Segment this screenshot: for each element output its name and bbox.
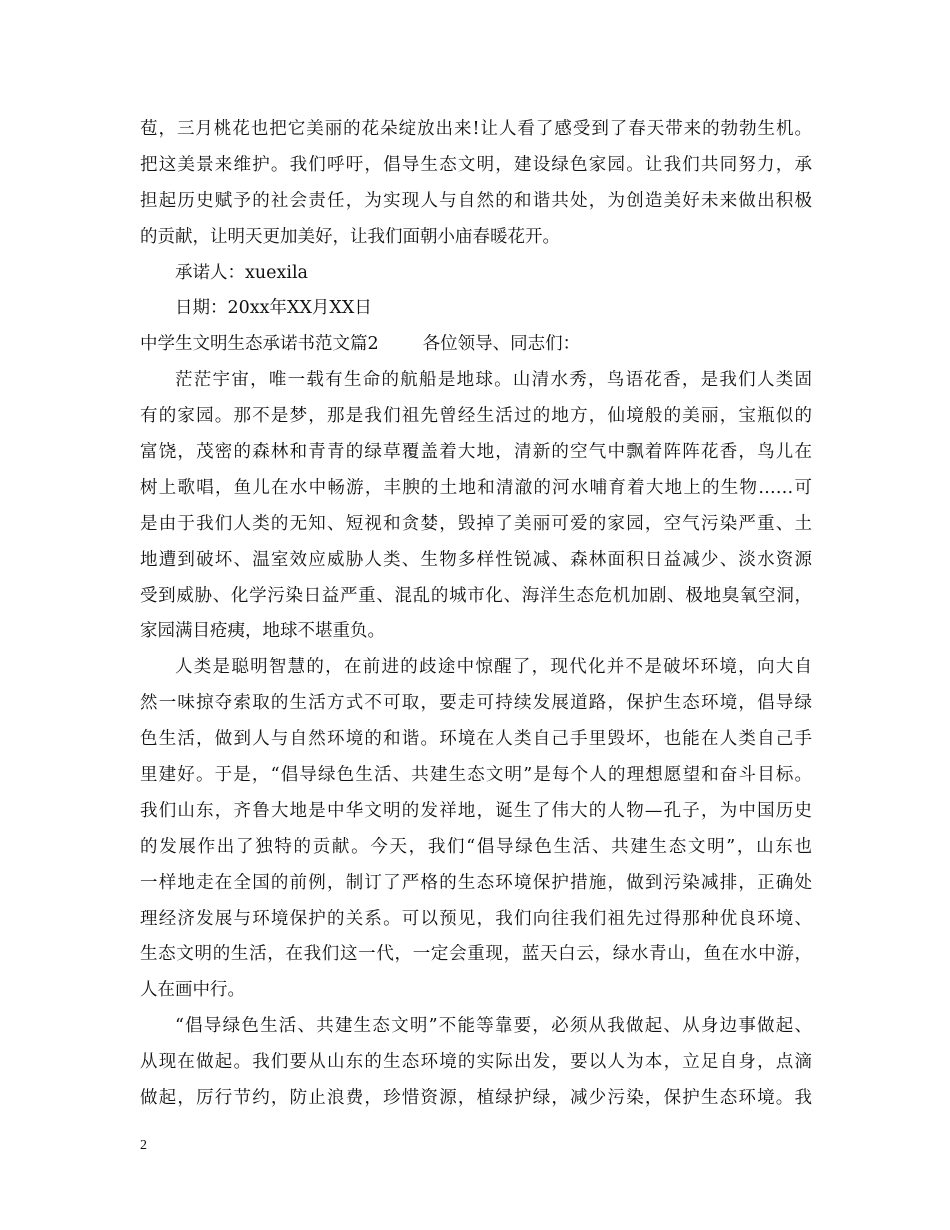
text-line: 色生活，做到人与自然环境的和谐。环境在人类自己手里毁坏，也能在人类自己手: [140, 729, 812, 750]
text-line: 富饶，茂密的森林和青青的绿草覆盖着大地，清新的空气中飘着阵阵花香，鸟儿在: [140, 442, 812, 463]
text-line: 一样地走在全国的前例，制订了严格的生态环境保护措施，做到污染减排，正确处: [140, 872, 812, 893]
text-line: 理经济发展与环境保护的关系。可以预见，我们向往我们祖先过得那种优良环境、: [140, 908, 812, 929]
text-line: 做起，厉行节约，防止浪费，珍惜资源，植绿护绿，减少污染，保护生态环境。我: [140, 1088, 812, 1109]
text-line: 人类是聪明智慧的，在前进的歧途中惊醒了，现代化并不是破坏环境，向大自: [175, 657, 812, 678]
text-line: 然一味掠夺索取的生活方式不可取，要走可持续发展道路，保护生态环境，倡导绿: [140, 693, 812, 714]
text-line: 生态文明的生活，在我们这一代，一定会重现，蓝天白云，绿水青山，鱼在水中游，: [140, 944, 812, 965]
text-line: 的发展作出了独特的贡献。今天，我们“倡导绿色生活、共建生态文明”，山东也: [140, 836, 812, 857]
date-line: 日期：20xx年XX月XX日: [175, 298, 372, 319]
section-title: 中学生文明生态承诺书范文篇2: [140, 334, 379, 355]
page-number: 2: [140, 1138, 147, 1153]
text-line: 从现在做起。我们要从山东的生态环境的实际出发，要以人为本，立足自身，点滴: [140, 1052, 812, 1073]
text-line: 树上歌唱，鱼儿在水中畅游，丰腴的土地和清澈的河水哺育着大地上的生物……可: [140, 477, 812, 498]
text-line: 受到威胁、化学污染日益严重、混乱的城市化、海洋生态危机加剧、极地臭氧空洞，: [140, 585, 812, 606]
promiser-line: 承诺人：xuexila: [175, 262, 308, 283]
text-line: 人在画中行。: [140, 980, 245, 1001]
section-heading-line: [140, 327, 812, 363]
text-line: 苞，三月桃花也把它美丽的花朵绽放出来!让人看了感受到了春天带来的勃勃生机。: [140, 119, 812, 139]
text-line: 担起历史赋予的社会责任，为实现人与自然的和谐共处，为创造美好未来做出积极: [140, 190, 812, 211]
text-line: 家园满目疮痍，地球不堪重负。: [140, 621, 385, 642]
paragraph-start-from-me: [140, 1009, 812, 1117]
paragraph-earth-home: [140, 363, 812, 650]
text-line: “倡导绿色生活、共建生态文明”不能等靠要，必须从我做起、从身边事做起、: [175, 1016, 812, 1037]
text-line: 是由于我们人类的无知、短视和贪婪，毁掉了美丽可爱的家园，空气污染严重、土: [140, 513, 812, 534]
text-line: 的贡献，让明天更加美好，让我们面朝小庙春暖花开。: [140, 226, 560, 247]
paragraph-green-life: [140, 650, 812, 1009]
text-line: 里建好。于是，“倡导绿色生活、共建生态文明”是每个人的理想愿望和奋斗目标。: [140, 765, 812, 786]
text-line: 我们山东，齐鲁大地是中华文明的发祥地，诞生了伟大的人物—孔子，为中国历史: [140, 800, 812, 821]
text-line: 茫茫宇宙，唯一载有生命的航船是地球。山清水秀，鸟语花香，是我们人类固: [175, 370, 812, 391]
paragraph-closing-appeal: [140, 112, 812, 256]
greeting: 各位领导、同志们：: [422, 334, 581, 355]
document-body: [140, 112, 812, 1117]
text-line: 把这美景来维护。我们呼吁，倡导生态文明，建设绿色家园。让我们共同努力，承: [140, 154, 812, 175]
text-line: 有的家园。那不是梦，那是我们祖先曾经生活过的地方，仙境般的美丽，宝瓶似的: [140, 406, 812, 427]
text-line: 地遭到破坏、温室效应威胁人类、生物多样性锐减、森林面积日益减少、淡水资源: [140, 549, 812, 570]
